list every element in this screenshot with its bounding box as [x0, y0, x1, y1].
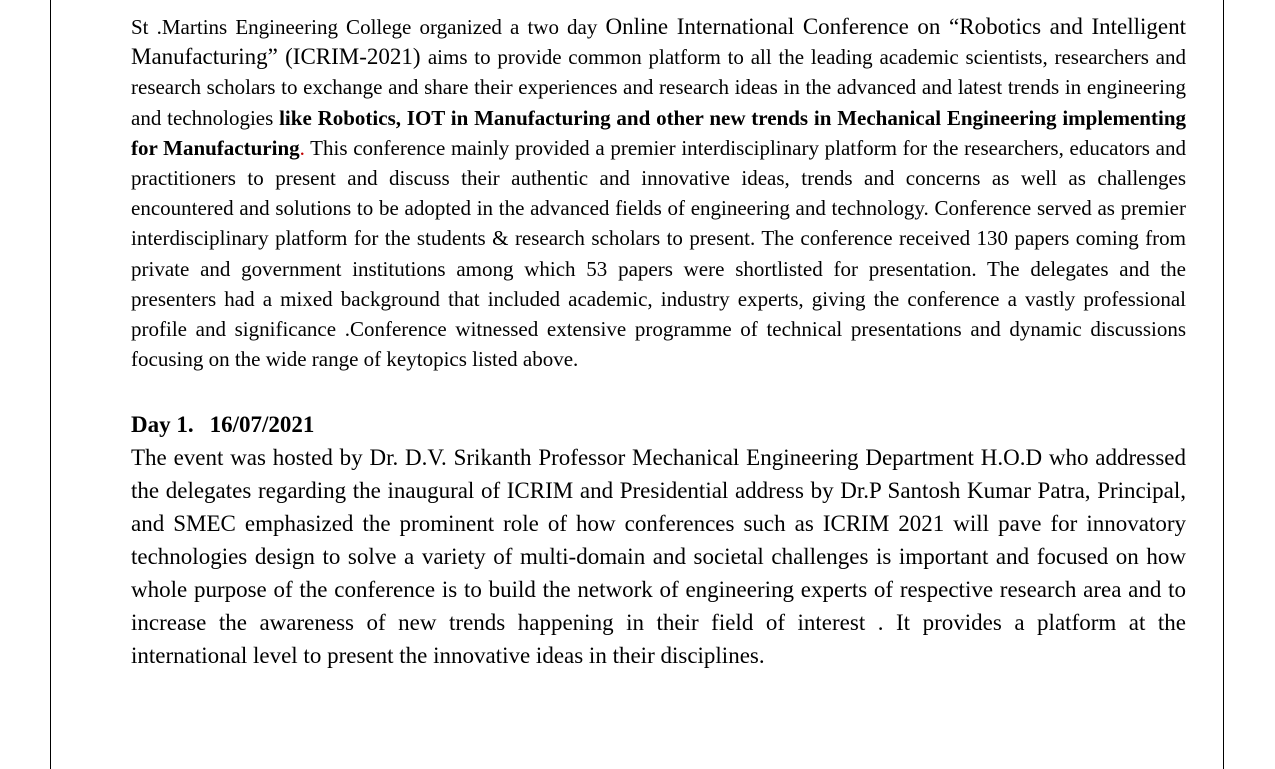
day1-heading	[131, 408, 1186, 441]
day1-date: 16/07/2021	[209, 412, 315, 438]
intro-text-part3: aims to provide common platform to all the leading academic scientists, researchers and research scholars to exchange and share their experiences and research ideas in the advanced and latest trends in engineering and technologies	[131, 45, 1186, 130]
intro-text-part4: This conference mainly provided a premier interdisciplinary platform for the researchers, educators and practitioners to present and discuss their authentic and innovative ideas, trends and concerns as well as challenges encountered and solutions to be adopted in the advanced fields of engineering and technology. Conference served as premier interdisciplinary platform for the students & research scholars to present. The conference received 130 papers coming from private and government institutions among which 53 papers were shortlisted for presentation. The delegates and the presenters had a mixed background that included academic, industry experts, giving the conference a vastly professional profile and significance .Conference witnessed extensive programme of technical presentations and dynamic discussions focusing on the wide range of keytopics listed above.	[131, 135, 1186, 372]
document-page	[50, 0, 1224, 769]
day1-body: The event was hosted by Dr. D.V. Srikanth Professor Mechanical Engineering Department H.O.D who addressed the delegates regarding the inaugural of ICRIM and Presidential address by Dr.P Santosh Kumar Patra, Principal, and SMEC emphasized the prominent role of how conferences such as ICRIM 2021 will pave for innovatory technologies design to solve a variety of multi-domain and societal challenges is important and focused on how whole purpose of the conference is to build the network of engineering experts of respective research area and to increase the awareness of new trends happening in their field of interest . It provides a platform at the international level to present the innovative ideas in their disciplines.	[131, 445, 1186, 669]
intro-text-part1: St .Martins Engineering College organized a two day	[131, 15, 606, 39]
intro-paragraph	[131, 12, 1186, 374]
day1-label: Day 1.	[131, 412, 194, 438]
intro-conference-name: Online International Conference on “Robotics and Intelligent Manufacturing” (ICRIM-2021)	[131, 14, 1186, 70]
intro-red-period: .	[299, 135, 305, 160]
intro-bold-topics: like Robotics, IOT in Manufacturing and other new trends in Mechanical Engineering implementing for Manufacturing	[131, 105, 1186, 160]
document-content	[131, 12, 1186, 672]
